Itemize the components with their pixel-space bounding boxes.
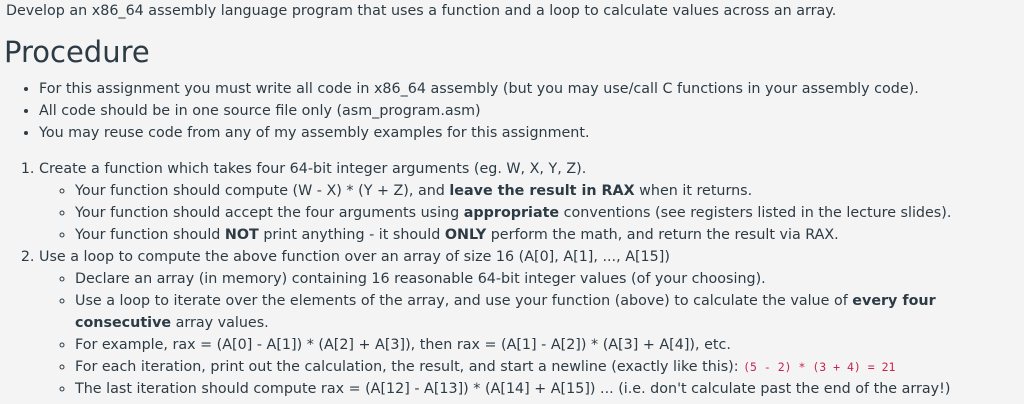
wrapped-line [75, 312, 951, 334]
bold-text: ONLY [444, 227, 487, 243]
list-item [75, 290, 951, 334]
step-sublist [39, 268, 951, 400]
text: Your function should [75, 227, 225, 243]
bold-text: NOT [224, 227, 259, 243]
list-item: ◦ For example, rax = (A[0] - A[1]) * (A[2] + A[3]), then rax = (A[1] - A[2]) * (A[3] + A[4]), etc. [75, 334, 951, 356]
text: Your function should compute (W - X) * (Y + Z), and [75, 183, 450, 199]
step-text: Create a function which takes four 64-bit integer arguments (eg. W, X, Y, Z). [39, 161, 587, 177]
list-item [75, 224, 951, 246]
list-item [75, 356, 951, 378]
example-output-code: (5 - 2) * (3 + 4) = 21 [743, 360, 896, 374]
text: Use a loop to iterate over the elements of the array, and use your function (above) to calculate the value of [75, 293, 853, 309]
text: array values. [171, 315, 269, 331]
requirements-list [20, 78, 919, 144]
procedure-heading: Procedure [4, 35, 150, 69]
list-item: ◦ Declare an array (in memory) containing 16 reasonable 64-bit integer values (of your choosing). [75, 268, 951, 290]
text: conventions (see registers listed in the lecture slides). [559, 205, 952, 221]
bold-text: consecutive [75, 315, 172, 331]
list-item: • All code should be in one source file only (asm_program.asm) [39, 100, 919, 122]
list-item [75, 202, 951, 224]
list-item: • For this assignment you must write all code in x86_64 assembly (but you may use/call C functions in your assembly code). [39, 78, 919, 100]
text: For each iteration, print out the calculation, the result, and start a newline (exactly like this): [75, 359, 744, 375]
text: Your function should accept the four arguments using [75, 205, 464, 221]
step-text: Use a loop to compute the above function over an array of size 16 (A[0], A[1], ..., A[15]) [39, 249, 670, 265]
intro-text: Develop an x86_64 assembly language program that uses a function and a loop to calculate values across an array. [6, 3, 837, 19]
step-item [39, 246, 951, 400]
list-item [75, 180, 951, 202]
step-item [39, 158, 951, 246]
text: perform the math, and return the result via RAX. [486, 227, 839, 243]
text: when it returns. [634, 183, 753, 199]
list-item: • You may reuse code from any of my assembly examples for this assignment. [39, 122, 919, 144]
list-item: ◦ The last iteration should compute rax = (A[12] - A[13]) * (A[14] + A[15]) ... (i.e. don't calculate past the end of the array!) [75, 378, 951, 400]
bold-text: appropriate [463, 205, 560, 221]
bold-text: every four [852, 293, 936, 309]
text: print anything - it should [258, 227, 445, 243]
step-sublist [39, 180, 951, 246]
steps-list [20, 158, 951, 400]
bold-text: leave the result in RAX [449, 183, 635, 199]
